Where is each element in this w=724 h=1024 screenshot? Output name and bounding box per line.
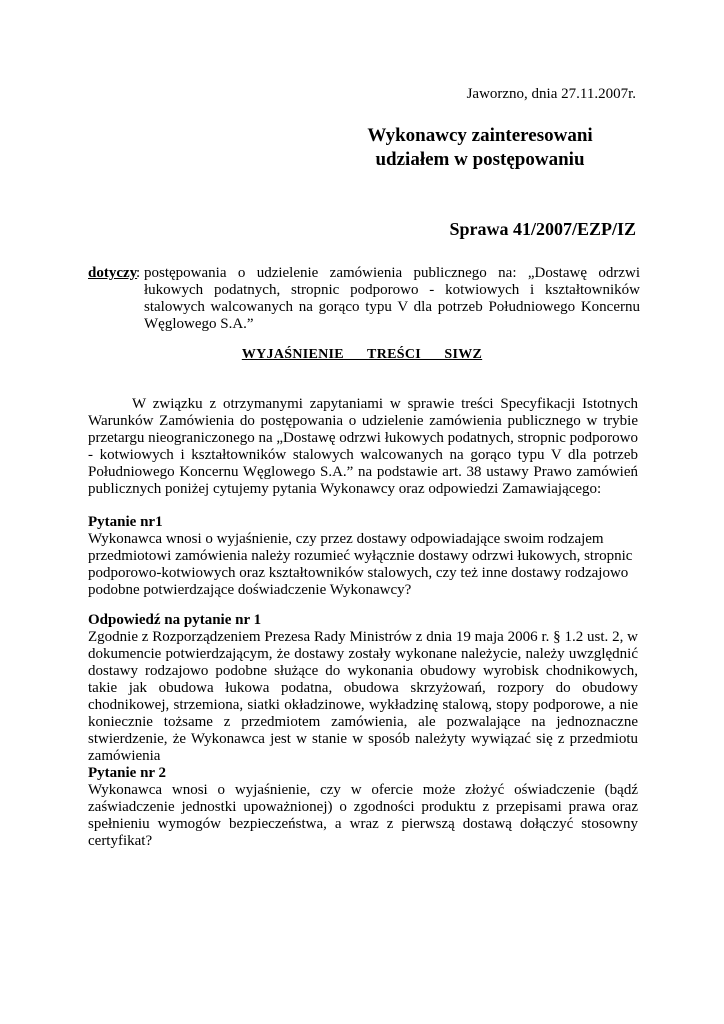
question-2-text: Wykonawca wnosi o wyjaśnienie, czy w ofercie może złożyć oświadczenie (bądź zaświadczenie jednostki upoważnionej) o zgodności produktu z przepisami prawa oraz spełnieniu wymogów bezpieczeństwa, a wraz z pierwszą dostawą dołączyć stosowny certyfikat? — [88, 782, 638, 849]
question-1-text: Wykonawca wnosi o wyjaśnienie, czy przez dostawy odpowiadające swoim rodzajem przedmiotowi zamówienia należy rozumieć wyłącznie dostawy odrzwi łukowych, stropnic podporowo-kotwiowych oraz kształtowników stalowych, czy też inne dostawy rodzajowo podobne potwierdzające doświadczenie Wykonawcy? — [88, 531, 633, 598]
question-2-block — [88, 765, 638, 850]
subject-text: postępowania o udzielenie zamówienia publicznego na: „Dostawę odrzwi łukowych podatnych, stropnic podporowo - kotwiowych i kształtowników stalowych walcowanych na gorąco typu V dla potrzeb Południowego Koncernu Węglowego S.A.” — [144, 265, 640, 332]
date-line: Jaworzno, dnia 27.11.2007r. — [466, 86, 636, 102]
answer-1-title: Odpowiedź na pytanie nr 1 — [88, 612, 262, 628]
recipient-line-1: Wykonawcy zainteresowani — [367, 125, 593, 146]
subject-colon: : — [136, 265, 141, 281]
answer-1-text: Zgodnie z Rozporządzeniem Prezesa Rady Ministrów z dnia 19 maja 2006 r. § 1.2 ust. 2, w dokumencie potwierdzającym, że dostawy zostały wykonane należycie, należy uwzględnić dostawy rodzajowo podobne służące do wykonania obudowy wyrobisk chodnikowych, takie jak obudowa łukowa podatna, obudowa skrzyżowań, rozpory do obudowy chodnikowej, strzemiona, siatki okładzinowe, wykładzinę stalową, stopy podporowe, a nie koniecznie tożsame z przedmiotem zamówienia, ale pozwalające na jednoznaczne stwierdzenie, że Wykonawca jest w stanie w sposób należyty wywiązać się z przedmiotu zamówienia — [88, 629, 638, 764]
recipient-line-2: udziałem w postępowaniu — [375, 149, 585, 170]
answer-1-block — [88, 612, 638, 765]
subject-label: dotyczy — [88, 265, 138, 281]
case-number: Sprawa 41/2007/EZP/IZ — [449, 219, 636, 239]
section-heading: WYJAŚNIENIE TREŚCI SIWZ — [241, 347, 483, 362]
question-1-block — [88, 514, 638, 599]
intro-paragraph: W związku z otrzymanymi zapytaniami w sprawie treści Specyfikacji Istotnych Warunków Zamówienia do postępowania o udzielenie zamówienia publicznego w trybie przetargu nieograniczonego na „Dostawę odrzwi łukowych podatnych, stropnic podporowo - kotwiowych i kształtowników stalowych walcowanych na gorąco typu V dla potrzeb Południowego Koncernu Węglowego S.A.” na podstawie art. 38 ustawy Prawo zamówień publicznych poniżej cytujemy pytania Wykonawcy oraz odpowiedzi Zamawiającego: — [88, 396, 638, 497]
question-2-title: Pytanie nr 2 — [88, 765, 167, 781]
question-1-title: Pytanie nr1 — [88, 514, 163, 530]
recipient-block — [330, 124, 630, 172]
